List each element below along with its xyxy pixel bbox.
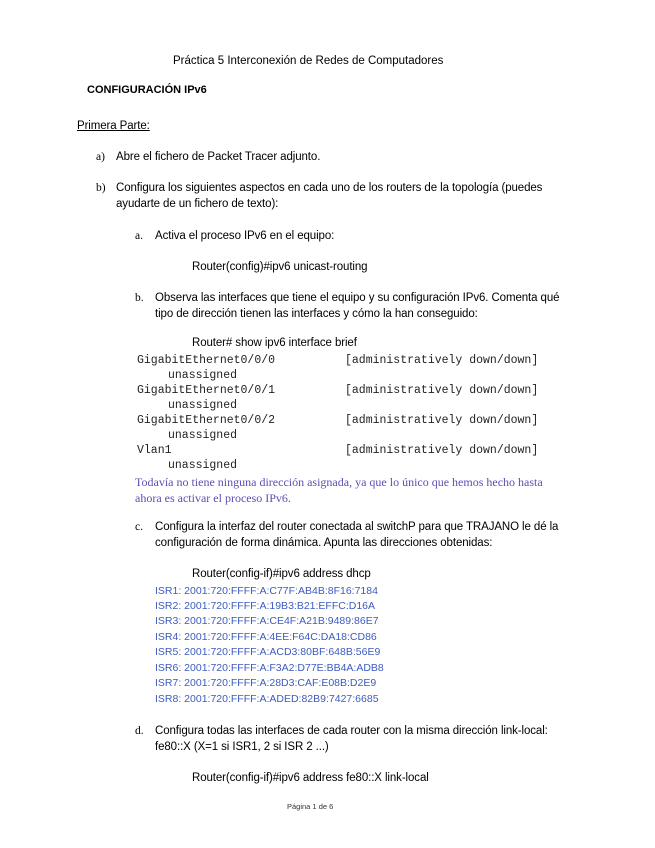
item-a-text: Abre el fichero de Packet Tracer adjunto. bbox=[116, 151, 321, 163]
isr-address: ISR3: 2001:720:FFFF:A:CE4F:A21B:9489:86E7 bbox=[155, 615, 379, 627]
subitem-d-command: Router(config-if)#ipv6 address fe80::X link-local bbox=[192, 772, 429, 784]
subitem-c-command: Router(config-if)#ipv6 address dhcp bbox=[192, 568, 371, 580]
subitem-d-line2: fe80::X (X=1 si ISR1, 2 si ISR 2 ...) bbox=[155, 741, 329, 753]
interface-status: [administratively down/down] bbox=[345, 444, 539, 457]
interface-status: [administratively down/down] bbox=[345, 354, 539, 367]
subitem-d-line1: Configura todas las interfaces de cada router con la misma dirección link-local: bbox=[155, 725, 548, 737]
subitem-a-command: Router(config)#ipv6 unicast-routing bbox=[192, 261, 368, 273]
subitem-b-command: Router# show ipv6 interface brief bbox=[192, 337, 357, 349]
item-b-line2: ayudarte de un fichero de texto): bbox=[116, 198, 279, 210]
interface-name: GigabitEthernet0/0/2 bbox=[137, 414, 276, 427]
subitem-c-line1: Configura la interfaz del router conectada al switchP para que TRAJANO le dé la bbox=[155, 521, 559, 533]
subitem-b-line2: tipo de dirección tienen las interfaces y cómo la han conseguido: bbox=[155, 308, 478, 320]
subitem-b-line1: Observa las interfaces que tiene el equipo y su configuración IPv6. Comenta qué bbox=[155, 292, 560, 304]
subitem-c-line2: configuración de forma dinámica. Apunta las direcciones obtenidas: bbox=[155, 537, 493, 549]
isr-address: ISR2: 2001:720:FFFF:A:19B3:B21:EFFC:D16A bbox=[155, 600, 376, 612]
page-footer: Página 1 de 6 bbox=[287, 802, 334, 811]
subitem-c-marker: c. bbox=[135, 521, 143, 533]
interface-address: unassigned bbox=[168, 369, 238, 382]
interface-address: unassigned bbox=[168, 459, 238, 472]
section-heading: CONFIGURACIÓN IPv6 bbox=[87, 84, 207, 96]
interface-name: GigabitEthernet0/0/1 bbox=[137, 384, 276, 397]
part-title: Primera Parte: bbox=[77, 120, 150, 132]
isr-address: ISR7: 2001:720:FFFF:A:28D3:CAF:E08B:D2E9 bbox=[155, 677, 377, 689]
subitem-b-marker: b. bbox=[135, 292, 144, 304]
answer-line2: ahora es activar el proceso IPv6. bbox=[135, 491, 291, 505]
subitem-a-marker: a. bbox=[135, 230, 143, 242]
isr-address: ISR8: 2001:720:FFFF:A:ADED:82B9:7427:6685 bbox=[155, 693, 379, 705]
isr-address: ISR4: 2001:720:FFFF:A:4EE:F64C:DA18:CD86 bbox=[155, 631, 377, 643]
answer-line1: Todavía no tiene ninguna dirección asignada, ya que lo único que hemos hecho hasta bbox=[135, 475, 543, 489]
isr-address: ISR6: 2001:720:FFFF:A:F3A2:D77E:BB4A:ADB8 bbox=[155, 662, 384, 674]
document-title: Práctica 5 Interconexión de Redes de Computadores bbox=[173, 55, 444, 67]
interface-status: [administratively down/down] bbox=[345, 414, 539, 427]
item-a-marker: a) bbox=[96, 151, 105, 163]
interface-name: Vlan1 bbox=[137, 444, 172, 457]
isr-address: ISR5: 2001:720:FFFF:A:ACD3:80BF:648B:56E9 bbox=[155, 646, 381, 658]
interface-name: GigabitEthernet0/0/0 bbox=[137, 354, 276, 367]
isr-address: ISR1: 2001:720:FFFF:A:C77F:AB4B:8F16:7184 bbox=[155, 585, 378, 597]
subitem-d-marker: d. bbox=[135, 725, 144, 737]
item-b-line1: Configura los siguientes aspectos en cada uno de los routers de la topología (puedes bbox=[116, 182, 543, 194]
interface-status: [administratively down/down] bbox=[345, 384, 539, 397]
interface-address: unassigned bbox=[168, 399, 238, 412]
item-b-marker: b) bbox=[96, 182, 106, 194]
interface-address: unassigned bbox=[168, 429, 238, 442]
subitem-a-text: Activa el proceso IPv6 en el equipo: bbox=[155, 230, 335, 242]
